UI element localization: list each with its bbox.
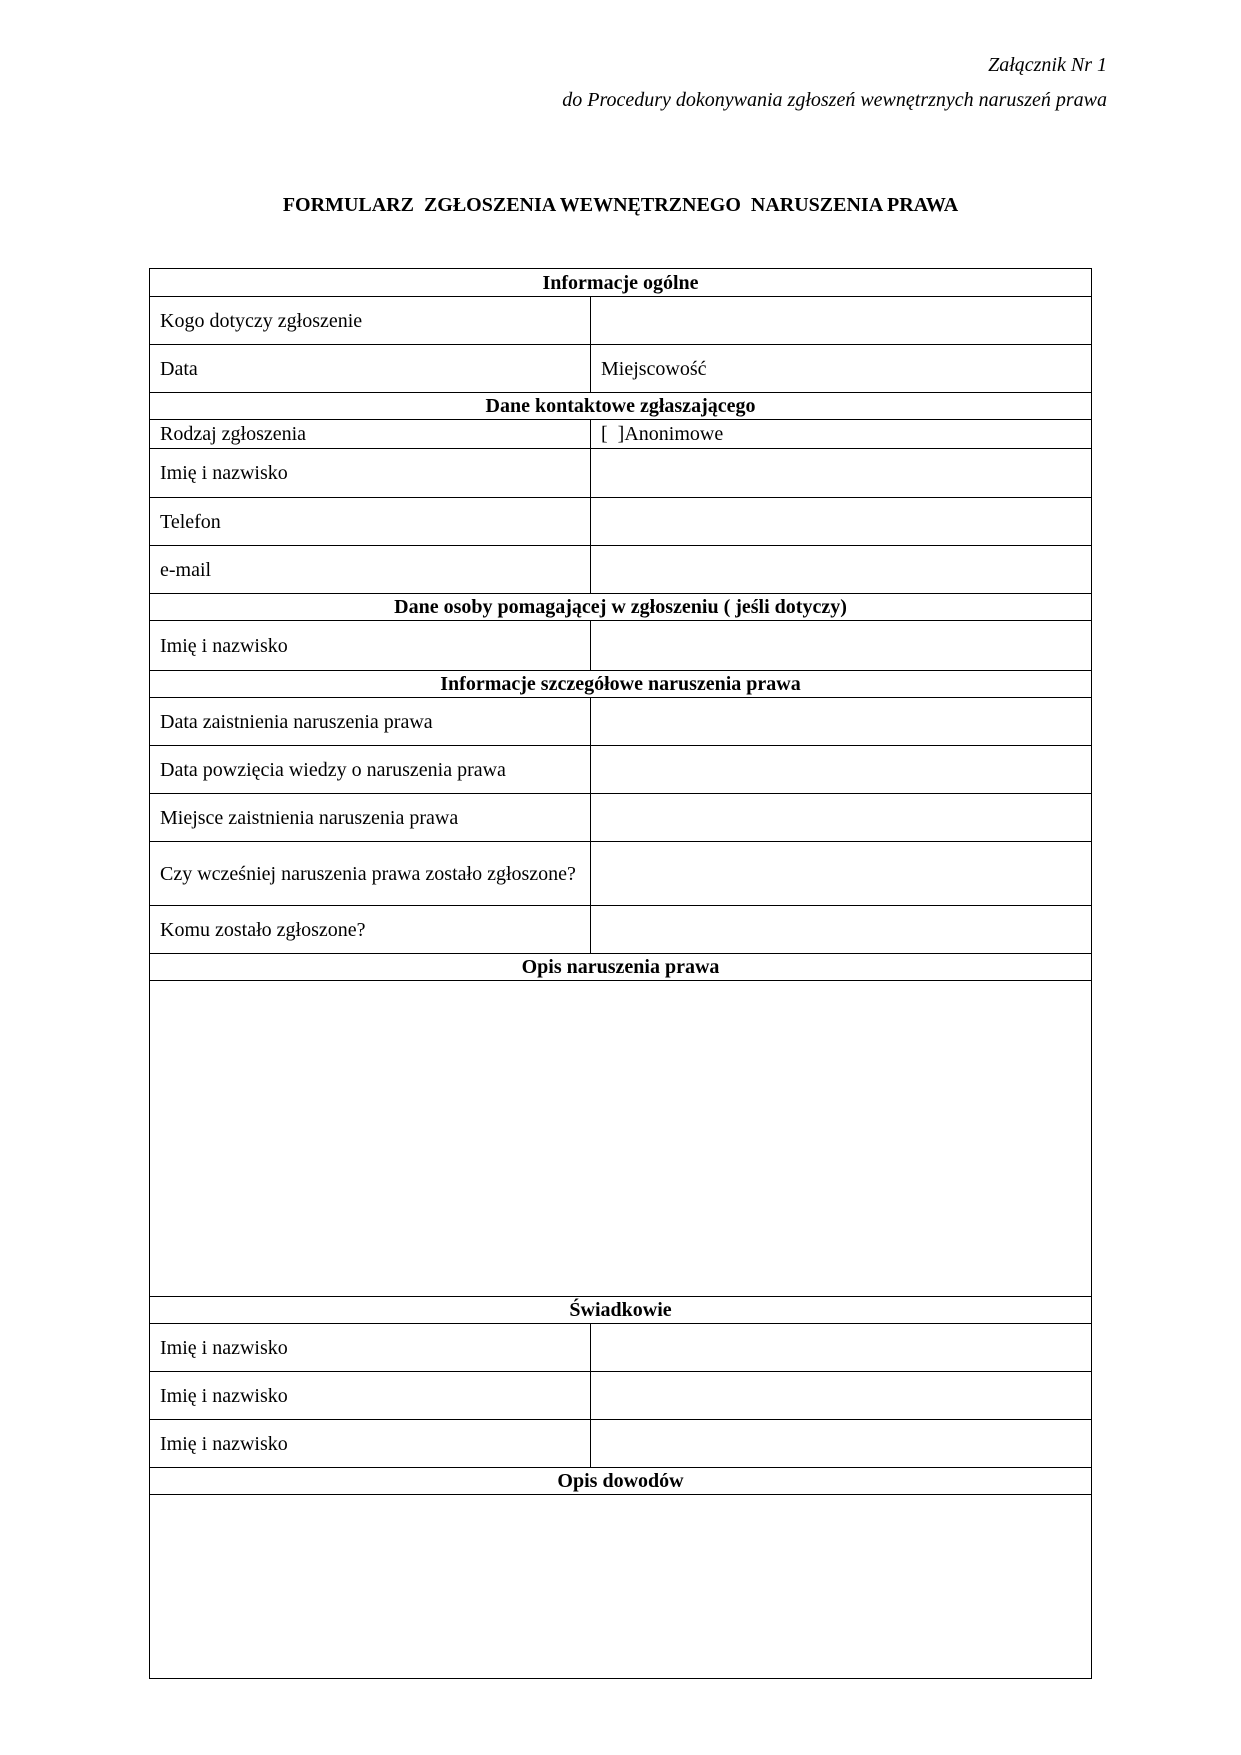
phone-label: Telefon (150, 498, 591, 546)
witness-name-field[interactable] (591, 1372, 1092, 1420)
evidence-heading: Opis dowodów (150, 1468, 1092, 1495)
reporter-name-field[interactable] (591, 449, 1092, 498)
form-row (150, 420, 1092, 449)
witness-name-label: Imię i nazwisko (150, 1420, 591, 1468)
form-row (150, 546, 1092, 594)
violation-place-field[interactable] (591, 794, 1092, 842)
form-row (150, 621, 1092, 671)
date-label: Data (150, 345, 591, 393)
form-row (150, 698, 1092, 746)
place-label: Miejscowość (601, 357, 707, 380)
reported-to-label: Komu zostało zgłoszone? (150, 906, 591, 954)
violation-place-label: Miejsce zaistnienia naruszenia prawa (150, 794, 591, 842)
phone-field[interactable] (591, 498, 1092, 546)
witness-row (150, 1324, 1092, 1372)
subject-label: Kogo dotyczy zgłoszenie (150, 297, 591, 345)
annex-number: Załącznik Nr 1 (988, 54, 1107, 76)
form-row (150, 842, 1092, 906)
witness-row (150, 1420, 1092, 1468)
section-header-row (150, 1468, 1092, 1495)
section-header-row (150, 393, 1092, 420)
previously-reported-label: Czy wcześniej naruszenia prawa zostało zgłoszone? (150, 842, 591, 906)
occurrence-date-field[interactable] (591, 698, 1092, 746)
description-textarea[interactable] (150, 981, 1092, 1297)
section-header-row (150, 1297, 1092, 1324)
witness-row (150, 1372, 1092, 1420)
evidence-textarea[interactable] (150, 1495, 1092, 1679)
place-field[interactable] (591, 345, 1092, 393)
form-title: FORMULARZ ZGŁOSZENIA WEWNĘTRZNEGO NARUSZENIA PRAWA (282, 194, 959, 216)
helper-name-label: Imię i nazwisko (150, 621, 591, 671)
form-row (150, 746, 1092, 794)
awareness-date-label: Data powzięcia wiedzy o naruszenia prawa (150, 746, 591, 794)
report-form-table (149, 268, 1092, 1679)
previously-reported-field[interactable] (591, 842, 1092, 906)
subject-field[interactable] (591, 297, 1092, 345)
form-row (150, 1495, 1092, 1679)
form-row (150, 906, 1092, 954)
section-header-row (150, 954, 1092, 981)
form-row (150, 794, 1092, 842)
awareness-date-field[interactable] (591, 746, 1092, 794)
report-type-label: Rodzaj zgłoszenia (150, 420, 591, 449)
witnesses-heading: Świadkowie (150, 1297, 1092, 1324)
helper-heading: Dane osoby pomagającej w zgłoszeniu ( jeśli dotyczy) (150, 594, 1092, 621)
witness-name-label: Imię i nazwisko (150, 1324, 591, 1372)
form-row (150, 498, 1092, 546)
witness-name-field[interactable] (591, 1420, 1092, 1468)
section-header-row (150, 269, 1092, 297)
witness-name-label: Imię i nazwisko (150, 1372, 591, 1420)
details-heading: Informacje szczegółowe naruszenia prawa (150, 671, 1092, 698)
annex-subtitle: do Procedury dokonywania zgłoszeń wewnętrznych naruszeń prawa (562, 89, 1107, 111)
description-heading: Opis naruszenia prawa (150, 954, 1092, 981)
witness-name-field[interactable] (591, 1324, 1092, 1372)
reported-to-field[interactable] (591, 906, 1092, 954)
anonymous-checkbox[interactable]: [ ]Anonimowe (591, 420, 1092, 449)
reporter-name-label: Imię i nazwisko (150, 449, 591, 498)
general-info-heading: Informacje ogólne (150, 269, 1092, 297)
reporter-contact-heading: Dane kontaktowe zgłaszającego (150, 393, 1092, 420)
helper-name-field[interactable] (591, 621, 1092, 671)
email-field[interactable] (591, 546, 1092, 594)
form-row (150, 345, 1092, 393)
form-row (150, 449, 1092, 498)
section-header-row (150, 594, 1092, 621)
email-label: e-mail (150, 546, 591, 594)
form-row (150, 297, 1092, 345)
form-row (150, 981, 1092, 1297)
occurrence-date-label: Data zaistnienia naruszenia prawa (150, 698, 591, 746)
section-header-row (150, 671, 1092, 698)
